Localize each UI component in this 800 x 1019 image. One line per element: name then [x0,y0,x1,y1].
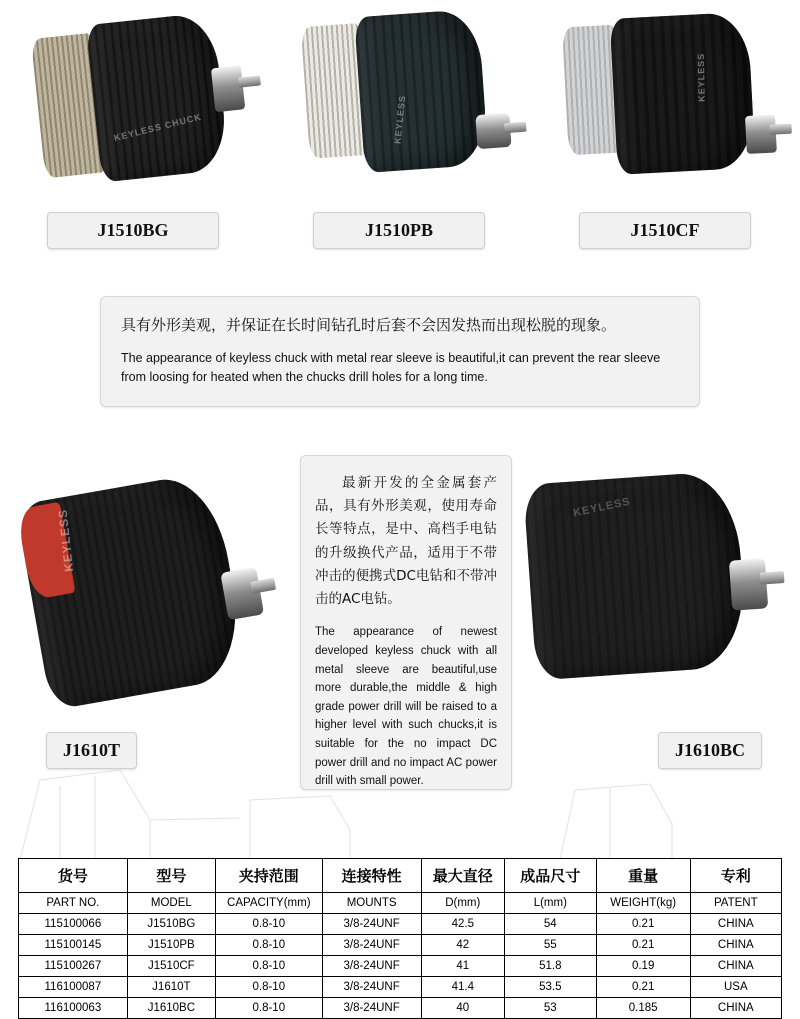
cell-part-no: 115100145 [19,935,128,956]
chuck-illustration-j1510bg [30,8,252,197]
brand-text: KEYLESS [55,508,77,573]
cell-model: J1510PB [127,935,215,956]
brand-text: KEYLESS [392,94,408,145]
product-label-3: J1510CF [579,212,751,249]
th-cn-2: 夹持范围 [216,859,323,893]
description-chinese: 具有外形美观，并保证在长时间钻孔时后套不会因发热而出现松脱的现象。 [121,316,617,334]
cell-capacity: 0.8-10 [216,914,323,935]
body-grip-ribs [523,470,748,680]
chuck-jaw [760,571,785,585]
chuck-body [354,9,489,173]
table-header-row-en [19,893,782,914]
cell-patent: USA [690,977,781,998]
cell-capacity: 0.8-10 [216,956,323,977]
th-cn-0: 货号 [19,859,128,893]
chuck-jaw [238,75,261,87]
product-card-2 [266,0,532,262]
th-cn-7: 专利 [690,859,781,893]
cell-length: 53.5 [504,977,596,998]
middle-description-panel [300,455,512,790]
chuck-body [86,12,230,183]
cell-weight: 0.21 [596,977,690,998]
cell-patent: CHINA [690,956,781,977]
spec-table-wrapper [18,858,782,1019]
cell-weight: 0.21 [596,935,690,956]
cell-length: 53 [504,998,596,1019]
cell-length: 54 [504,914,596,935]
cell-capacity: 0.8-10 [216,998,323,1019]
chuck-illustration-j1610bc [523,462,788,699]
cell-diameter: 42 [421,935,504,956]
cell-mounts: 3/8-24UNF [322,935,421,956]
brand-text: KEYLESS [572,495,632,520]
chuck-illustration-j1510cf [562,11,777,190]
cell-patent: CHINA [690,998,781,1019]
product-card-j1610t [0,450,300,780]
product-label-2: J1510PB [313,212,485,249]
cell-mounts: 3/8-24UNF [322,914,421,935]
cell-patent: CHINA [690,914,781,935]
table-header-row-cn [19,859,782,893]
th-cn-5: 成品尺寸 [504,859,596,893]
th-en-0: PART NO. [19,893,128,914]
chuck-nose [220,567,264,621]
product-image-1 [0,0,266,208]
th-cn-1: 型号 [127,859,215,893]
product-label-1: J1510BG [47,212,219,249]
description-panel [100,296,700,407]
brand-text: KEYLESS [695,52,707,102]
chuck-jaw [769,124,791,135]
body-grip-ribs [610,12,756,175]
spec-table [18,858,782,1019]
description-english: The appearance of keyless chuck with metal rear sleeve is beautiful,it can prevent the rear sleeve from loosing for heated when the chucks drill holes for a long time. [121,351,661,385]
product-card-1 [0,0,266,262]
product-image-j1610bc [520,460,800,740]
th-cn-3: 连接特性 [322,859,421,893]
cell-part-no: 116100087 [19,977,128,998]
cell-length: 55 [504,935,596,956]
chuck-jaw [250,578,276,594]
product-card-3 [532,0,798,262]
cell-model: J1510CF [127,956,215,977]
product-label-j1610bc: J1610BC [658,732,762,769]
th-cn-6: 重量 [596,859,690,893]
cell-patent: CHINA [690,935,781,956]
table-row [19,956,782,977]
cell-length: 51.8 [504,956,596,977]
cell-mounts: 3/8-24UNF [322,998,421,1019]
middle-section [0,440,800,800]
body-grip-ribs [354,9,489,173]
cell-part-no: 115100267 [19,956,128,977]
product-image-2 [266,0,532,208]
chuck-body [523,470,748,680]
middle-description-chinese: 最新开发的全金属套产品，具有外形美观，使用寿命长等特点，是中、高档手电钻的升级换代产品，适用于不带冲击的便携式DC电钻和不带冲击的AC电钻。 [315,475,497,608]
th-cn-4: 最大直径 [421,859,504,893]
chuck-body [610,12,756,175]
cell-mounts: 3/8-24UNF [322,977,421,998]
product-image-j1610t [0,450,300,740]
cell-weight: 0.21 [596,914,690,935]
top-product-row [0,0,800,262]
th-en-6: WEIGHT(kg) [596,893,690,914]
cell-diameter: 42.5 [421,914,504,935]
brand-text: KEYLESS CHUCK [112,111,203,144]
cell-model: J1610BC [127,998,215,1019]
cell-diameter: 41 [421,956,504,977]
th-en-1: MODEL [127,893,215,914]
cell-weight: 0.19 [596,956,690,977]
body-grip-ribs [86,12,230,183]
product-image-3 [532,0,798,208]
cell-part-no: 116100063 [19,998,128,1019]
cell-capacity: 0.8-10 [216,935,323,956]
table-row [19,914,782,935]
th-en-7: PATENT [690,893,781,914]
chuck-nose [211,65,245,112]
chuck-jaw [504,122,527,134]
cell-diameter: 41.4 [421,977,504,998]
table-row [19,935,782,956]
cell-diameter: 40 [421,998,504,1019]
middle-description-english: The appearance of newest developed keyless chuck with all metal sleeve are beautiful,use more durable,the middle & high grade power drill will be raised to a higher level with such chucks,it is suitable for the no impact DC power drill and no impact AC power drill with small power. [315,626,497,788]
th-en-5: L(mm) [504,893,596,914]
chuck-illustration-j1510pb [300,7,511,191]
product-card-j1610bc [520,460,800,780]
th-en-2: CAPACITY(mm) [216,893,323,914]
cell-capacity: 0.8-10 [216,977,323,998]
th-en-4: D(mm) [421,893,504,914]
chuck-illustration-j1610t [4,454,290,724]
cell-part-no: 115100066 [19,914,128,935]
table-row [19,998,782,1019]
table-row [19,977,782,998]
th-en-3: MOUNTS [322,893,421,914]
cell-mounts: 3/8-24UNF [322,956,421,977]
product-label-j1610t: J1610T [46,732,137,769]
cell-model: J1610T [127,977,215,998]
cell-weight: 0.185 [596,998,690,1019]
cell-model: J1510BG [127,914,215,935]
